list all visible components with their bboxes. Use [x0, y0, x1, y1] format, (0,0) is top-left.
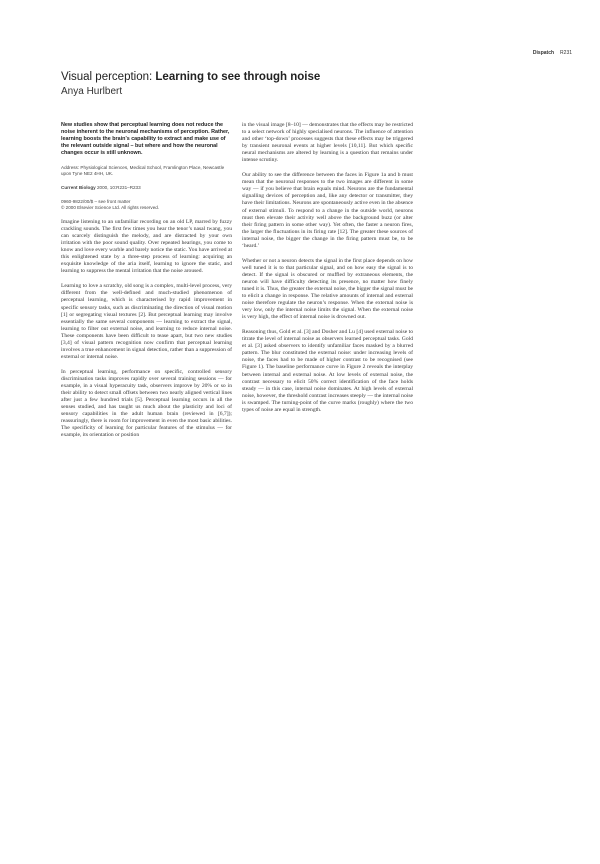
- body-paragraph: Learning to love a scratchy, old song is a complex, multi-level process, very different from the well-defined and much-studied phenomenon of perceptual learning, which is characterised by rapid improvement in specific sensory tasks, such as discriminating the direction of visual motion [1] or segregating visual textures [2]. But perceptual learning may involve essentially the same several components — learning to extract the signal, learning to filter out external noise, and learning to reduce internal noise. These components have been difficult to tease apart, but two new studies [3,4] of visual pattern recognition now confirm that perceptual learning involves a true enhancement in signal detection, rather than a suppression of external or internal noise.: [61, 283, 232, 360]
- section-label: Dispatch: [532, 50, 555, 56]
- copyright-line-2: © 2000 Elsevier Science Ltd. All rights reserved.: [61, 205, 160, 210]
- body-paragraph: Reasoning thus, Gold et al. [3] and Dosher and Lu [4] used external noise to titrate the level of internal noise as observers learned perceptual tasks. Gold et al. [3] asked observers to identify unfamiliar faces masked by a blurred pattern. The blur constituted the external noise: under increasing levels of noise, the faces had to be made of higher contrast to be recognised (see Figure 1). The baseline performance curve in Figure 2 reveals the interplay between internal and external noise. At low levels of external noise, the contrast necessary to elicit 50% correct identification of the face holds steady — in this case, internal noise dominates. At high levels of external noise, however, the threshold contrast increases steeply — the internal noise is swamped. The turning-point of the curve marks (roughly) where the two types of noise are equal in strength.: [242, 329, 413, 413]
- body-paragraph: Imagine listening to an unfamiliar recording on an old LP, marred by fuzzy crackling sounds. The first few times you hear the tenor’s nasal twang, you can scarcely distinguish the melody, and are distracted by your own irritation with the poor sound quality. Over repeated hearings, you come to know and love every warble and barely notice the static. You have arrived at this enlightened state by a three-step process of learning: acquiring an exquisite knowledge of the aria itself, learning to ignore the static, and learning to suppress the mental irritation that the noise aroused.: [61, 219, 233, 275]
- title-prefix: Visual perception:: [61, 71, 156, 83]
- author-name: Anya Hurlbert: [61, 86, 123, 97]
- body-paragraph: Whether or not a neuron detects the signal in the first place depends on how well tuned it is to that particular signal, and on how easy the signal is to detect. If the signal is obscured or muffled by extraneous elements, the neuron will have difficulty detecting its presence, no matter how finely tuned it is. Thus, the greater the external noise, the bigger the signal must be to elicit a change in response. The relative amounts of internal and external noise therefore regulate the neuron’s response. When the external noise is very low, only the internal noise limits the signal. When the external noise is very high, the effect of internal noise is drowned out.: [242, 257, 413, 321]
- copyright-block: [61, 199, 232, 211]
- body-paragraph: In perceptual learning, performance on specific, controlled sensory discrimination tasks improves rapidly over several training sessions — for example, in a visual hyperacuity task, observers improve by 20% or so in their ability to detect small offsets between two nearly aligned vertical lines after just a few hundred trials [5]. Perceptual learning occurs in all the senses studied, and has taught us much about the plasticity and loci of sensory capabilities in the adult human brain (reviewed in [6,7]); reassuringly, there is room for improvement in even the most basic abilities. The specificity of learning for particular features of the stimulus — for example, its orientation or position: [61, 368, 232, 439]
- article-title: [61, 71, 541, 84]
- running-head: [533, 50, 572, 56]
- address-text: Address: Physiological Sciences, Medical School, Framlington Place, Newcastle upon Tyne NE2 4HH, UK.: [61, 165, 225, 176]
- title-main: Learning to see through noise: [155, 71, 321, 83]
- body-paragraph: in the visual image [8–10] — demonstrates that the effects may be restricted to a select network of highly specialised neurons. The influence of attention and other ‘top-down’ processes suggests that these effects may be triggered by transient neuronal events at higher levels [10,11]. But which specific neural mechanisms are altered by learning is a question that remains under intense scrutiny.: [242, 122, 413, 164]
- abstract: New studies show that perceptual learning does not reduce the noise inherent to the neuronal mechanisms of perception. Rather, learning boosts the brain’s capability to extract and make use of the relevant outside signal – but where and how the neuronal changes occur is still unknown.: [61, 122, 230, 156]
- body-paragraph: Our ability to see the difference between the faces in Figure 1a and b must mean that the neuronal responses to the two images are different in some way — if you believe that brain equals mind. Neurons are the fundamental signalling devices of perception and, like any detector or transmitter, they have their limitations. Neurons are spontaneously active even in the absence of external stimuli. To respond to a change in the outside world, neurons must then elevate their activity well above the background buzz (or alter their firing pattern in some other way). Yet often, the faster a neuron fires, the larger the fluctuations in its firing rate [12]. The greater these sources of internal noise, the bigger the change in the firing pattern must be, to be ‘heard.’: [242, 172, 413, 249]
- journal-details: 2000, 10:R231–R233: [95, 185, 141, 190]
- column-right: [242, 122, 413, 422]
- address: [61, 165, 232, 177]
- page-number: R231: [560, 50, 572, 56]
- column-left: [61, 122, 232, 447]
- journal-citation: [61, 185, 232, 191]
- copyright-line-1: 0960-9822/00/$ – see front matter: [61, 199, 131, 204]
- journal-name: Current Biology: [61, 185, 96, 190]
